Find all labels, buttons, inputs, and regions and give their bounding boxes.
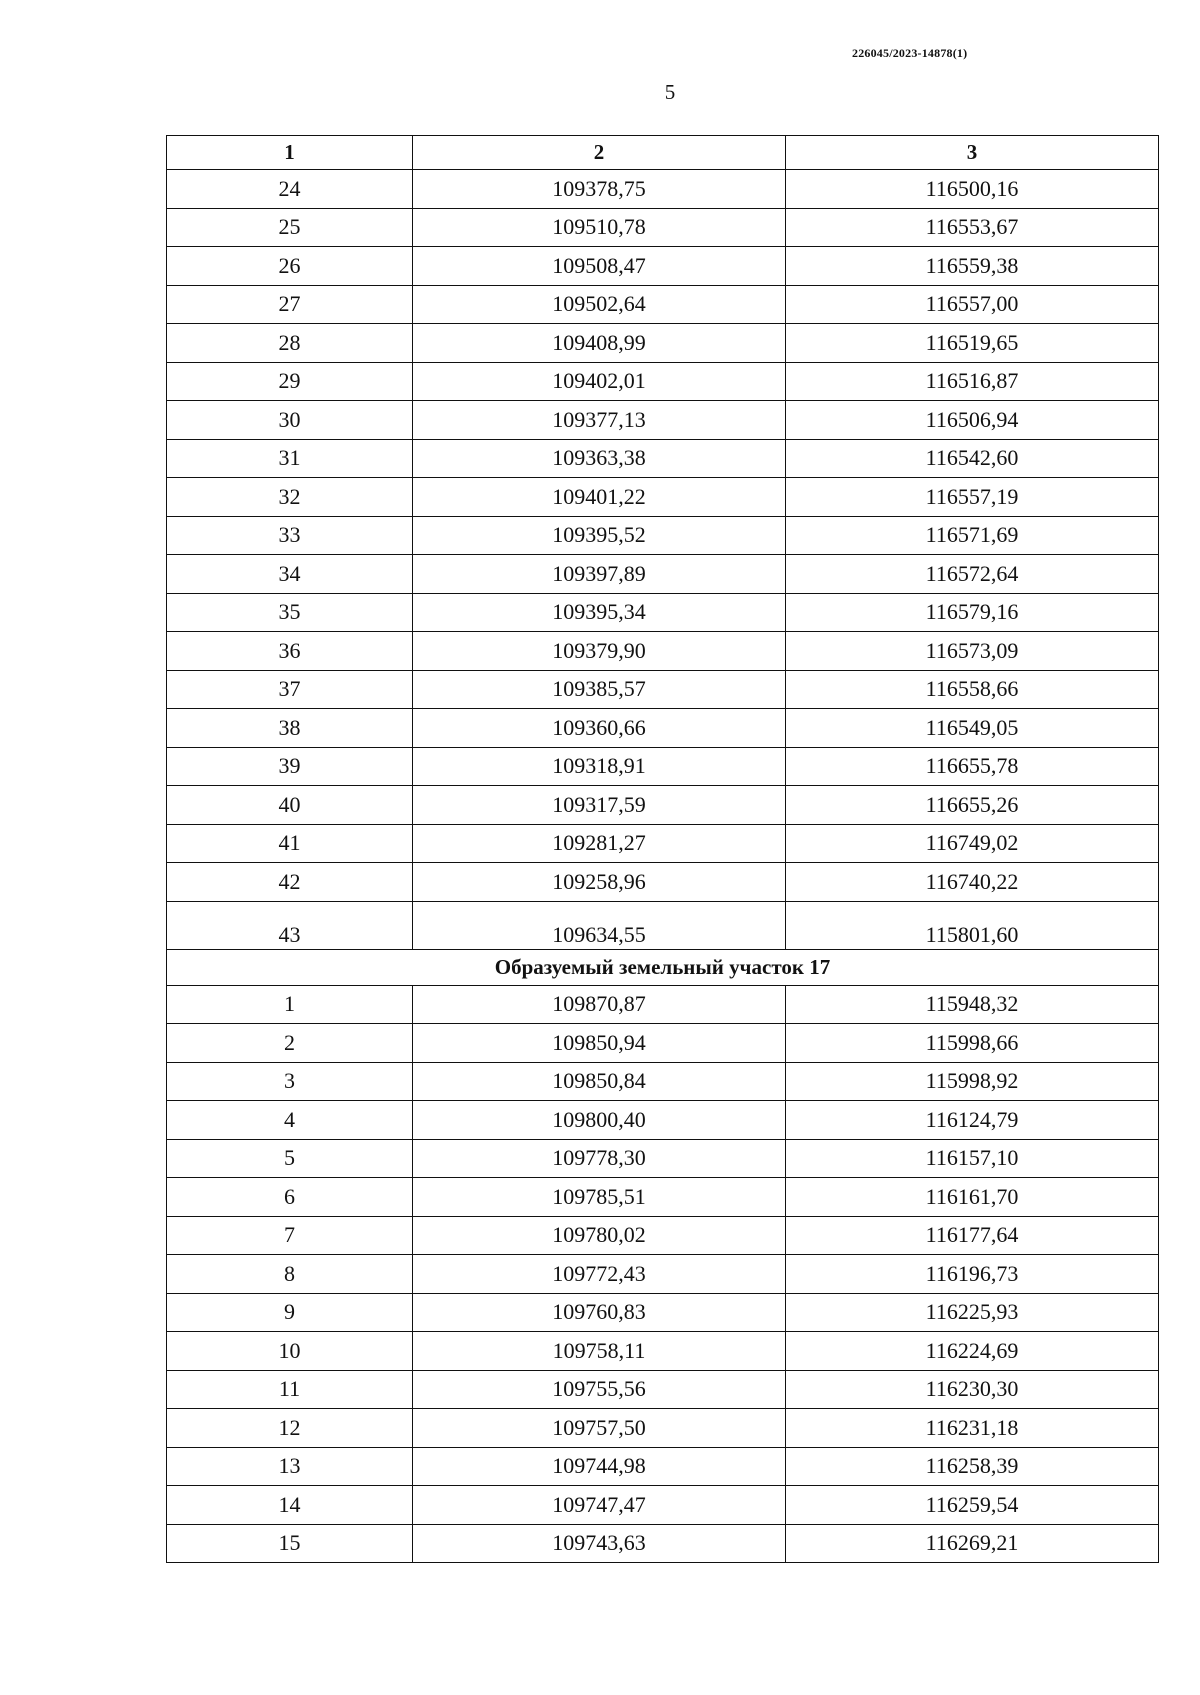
cell-x-coordinate: 109402,01 <box>413 362 786 401</box>
table-row <box>167 1024 1159 1063</box>
cell-point-number: 33 <box>167 516 413 555</box>
cell-y-coordinate: 116259,54 <box>786 1486 1159 1525</box>
table-row <box>167 1101 1159 1140</box>
cell-x-coordinate: 109377,13 <box>413 401 786 440</box>
table-row <box>167 1293 1159 1332</box>
column-header-point: 1 <box>167 136 413 170</box>
cell-y-coordinate: 116516,87 <box>786 362 1159 401</box>
cell-x-coordinate: 109395,52 <box>413 516 786 555</box>
table-row <box>167 170 1159 209</box>
cell-y-coordinate: 116157,10 <box>786 1139 1159 1178</box>
table-row <box>167 555 1159 594</box>
cell-x-coordinate: 109395,34 <box>413 593 786 632</box>
cell-x-coordinate: 109758,11 <box>413 1332 786 1371</box>
cell-x-coordinate: 109281,27 <box>413 824 786 863</box>
cell-x-coordinate: 109318,91 <box>413 747 786 786</box>
cell-point-number: 34 <box>167 555 413 594</box>
cell-point-number: 13 <box>167 1447 413 1486</box>
cell-y-coordinate: 116571,69 <box>786 516 1159 555</box>
table-row <box>167 247 1159 286</box>
cell-y-coordinate: 116655,78 <box>786 747 1159 786</box>
table-header-row <box>167 136 1159 170</box>
cell-x-coordinate: 109363,38 <box>413 439 786 478</box>
cell-point-number: 35 <box>167 593 413 632</box>
table-body-parcel-17 <box>167 985 1159 1563</box>
table-row <box>167 439 1159 478</box>
cell-point-number: 37 <box>167 670 413 709</box>
cell-point-number: 7 <box>167 1216 413 1255</box>
cell-point-number: 4 <box>167 1101 413 1140</box>
section-title: Образуемый земельный участок 17 <box>167 949 1159 985</box>
cell-y-coordinate: 116557,00 <box>786 285 1159 324</box>
cell-point-number: 9 <box>167 1293 413 1332</box>
cell-x-coordinate: 109785,51 <box>413 1178 786 1217</box>
cell-point-number: 5 <box>167 1139 413 1178</box>
cell-y-coordinate: 116740,22 <box>786 863 1159 902</box>
table-row <box>167 863 1159 902</box>
cell-y-coordinate: 116519,65 <box>786 324 1159 363</box>
table-row <box>167 1216 1159 1255</box>
cell-point-number: 43 <box>167 901 413 949</box>
cell-y-coordinate: 115998,92 <box>786 1062 1159 1101</box>
table-row <box>167 1370 1159 1409</box>
table-row <box>167 901 1159 949</box>
cell-point-number: 15 <box>167 1524 413 1563</box>
cell-y-coordinate: 116269,21 <box>786 1524 1159 1563</box>
cell-x-coordinate: 109870,87 <box>413 985 786 1024</box>
cell-point-number: 40 <box>167 786 413 825</box>
cell-x-coordinate: 109379,90 <box>413 632 786 671</box>
table-row <box>167 709 1159 748</box>
cell-point-number: 12 <box>167 1409 413 1448</box>
cell-x-coordinate: 109800,40 <box>413 1101 786 1140</box>
cell-x-coordinate: 109510,78 <box>413 208 786 247</box>
cell-point-number: 24 <box>167 170 413 209</box>
cell-x-coordinate: 109747,47 <box>413 1486 786 1525</box>
cell-point-number: 11 <box>167 1370 413 1409</box>
cell-point-number: 29 <box>167 362 413 401</box>
cell-y-coordinate: 116506,94 <box>786 401 1159 440</box>
section-row <box>167 949 1159 985</box>
cell-y-coordinate: 116749,02 <box>786 824 1159 863</box>
cell-x-coordinate: 109757,50 <box>413 1409 786 1448</box>
table-row <box>167 516 1159 555</box>
cell-y-coordinate: 116542,60 <box>786 439 1159 478</box>
cell-y-coordinate: 116230,30 <box>786 1370 1159 1409</box>
table-row <box>167 1255 1159 1294</box>
cell-x-coordinate: 109850,84 <box>413 1062 786 1101</box>
cell-y-coordinate: 116558,66 <box>786 670 1159 709</box>
cell-y-coordinate: 115801,60 <box>786 901 1159 949</box>
cell-y-coordinate: 116177,64 <box>786 1216 1159 1255</box>
cell-x-coordinate: 109397,89 <box>413 555 786 594</box>
cell-x-coordinate: 109772,43 <box>413 1255 786 1294</box>
cell-point-number: 26 <box>167 247 413 286</box>
cell-y-coordinate: 116196,73 <box>786 1255 1159 1294</box>
cell-point-number: 8 <box>167 1255 413 1294</box>
cell-y-coordinate: 116500,16 <box>786 170 1159 209</box>
cell-point-number: 1 <box>167 985 413 1024</box>
cell-y-coordinate: 116124,79 <box>786 1101 1159 1140</box>
cell-point-number: 3 <box>167 1062 413 1101</box>
cell-x-coordinate: 109502,64 <box>413 285 786 324</box>
cell-x-coordinate: 109743,63 <box>413 1524 786 1563</box>
cell-point-number: 6 <box>167 1178 413 1217</box>
table-row <box>167 285 1159 324</box>
table-row <box>167 985 1159 1024</box>
column-header-y: 3 <box>786 136 1159 170</box>
table-row <box>167 670 1159 709</box>
table-row <box>167 1447 1159 1486</box>
cell-y-coordinate: 116573,09 <box>786 632 1159 671</box>
cell-point-number: 32 <box>167 478 413 517</box>
cell-point-number: 25 <box>167 208 413 247</box>
cell-point-number: 31 <box>167 439 413 478</box>
cell-x-coordinate: 109744,98 <box>413 1447 786 1486</box>
cell-y-coordinate: 116231,18 <box>786 1409 1159 1448</box>
cell-point-number: 27 <box>167 285 413 324</box>
cell-x-coordinate: 109360,66 <box>413 709 786 748</box>
document-id: 226045/2023-14878(1) <box>852 46 968 60</box>
table-row <box>167 362 1159 401</box>
table-row <box>167 1332 1159 1371</box>
cell-x-coordinate: 109401,22 <box>413 478 786 517</box>
column-header-x: 2 <box>413 136 786 170</box>
cell-y-coordinate: 116224,69 <box>786 1332 1159 1371</box>
cell-x-coordinate: 109378,75 <box>413 170 786 209</box>
table-row <box>167 208 1159 247</box>
cell-y-coordinate: 116549,05 <box>786 709 1159 748</box>
cell-point-number: 14 <box>167 1486 413 1525</box>
table-row <box>167 1178 1159 1217</box>
table-row <box>167 1139 1159 1178</box>
table-row <box>167 1486 1159 1525</box>
cell-point-number: 38 <box>167 709 413 748</box>
table-row <box>167 747 1159 786</box>
cell-y-coordinate: 116225,93 <box>786 1293 1159 1332</box>
cell-x-coordinate: 109408,99 <box>413 324 786 363</box>
cell-point-number: 28 <box>167 324 413 363</box>
cell-point-number: 10 <box>167 1332 413 1371</box>
cell-y-coordinate: 116553,67 <box>786 208 1159 247</box>
table-row <box>167 478 1159 517</box>
cell-x-coordinate: 109850,94 <box>413 1024 786 1063</box>
cell-y-coordinate: 116579,16 <box>786 593 1159 632</box>
cell-x-coordinate: 109634,55 <box>413 901 786 949</box>
cell-y-coordinate: 116655,26 <box>786 786 1159 825</box>
cell-point-number: 41 <box>167 824 413 863</box>
cell-y-coordinate: 116559,38 <box>786 247 1159 286</box>
cell-point-number: 42 <box>167 863 413 902</box>
table-row <box>167 786 1159 825</box>
table-row <box>167 401 1159 440</box>
table-row <box>167 824 1159 863</box>
cell-x-coordinate: 109760,83 <box>413 1293 786 1332</box>
cell-x-coordinate: 109258,96 <box>413 863 786 902</box>
cell-point-number: 30 <box>167 401 413 440</box>
cell-y-coordinate: 115948,32 <box>786 985 1159 1024</box>
cell-point-number: 39 <box>167 747 413 786</box>
cell-x-coordinate: 109778,30 <box>413 1139 786 1178</box>
cell-y-coordinate: 115998,66 <box>786 1024 1159 1063</box>
page-number: 5 <box>664 80 676 104</box>
table-row <box>167 593 1159 632</box>
table-row <box>167 324 1159 363</box>
table-row <box>167 1524 1159 1563</box>
cell-x-coordinate: 109780,02 <box>413 1216 786 1255</box>
cell-x-coordinate: 109385,57 <box>413 670 786 709</box>
cell-point-number: 36 <box>167 632 413 671</box>
cell-point-number: 2 <box>167 1024 413 1063</box>
cell-y-coordinate: 116258,39 <box>786 1447 1159 1486</box>
cell-x-coordinate: 109755,56 <box>413 1370 786 1409</box>
table-body-continued <box>167 170 1159 950</box>
table-row <box>167 1409 1159 1448</box>
cell-x-coordinate: 109508,47 <box>413 247 786 286</box>
coordinates-table <box>166 135 1159 1563</box>
table-row <box>167 632 1159 671</box>
table-row <box>167 1062 1159 1101</box>
cell-x-coordinate: 109317,59 <box>413 786 786 825</box>
cell-y-coordinate: 116572,64 <box>786 555 1159 594</box>
cell-y-coordinate: 116161,70 <box>786 1178 1159 1217</box>
cell-y-coordinate: 116557,19 <box>786 478 1159 517</box>
